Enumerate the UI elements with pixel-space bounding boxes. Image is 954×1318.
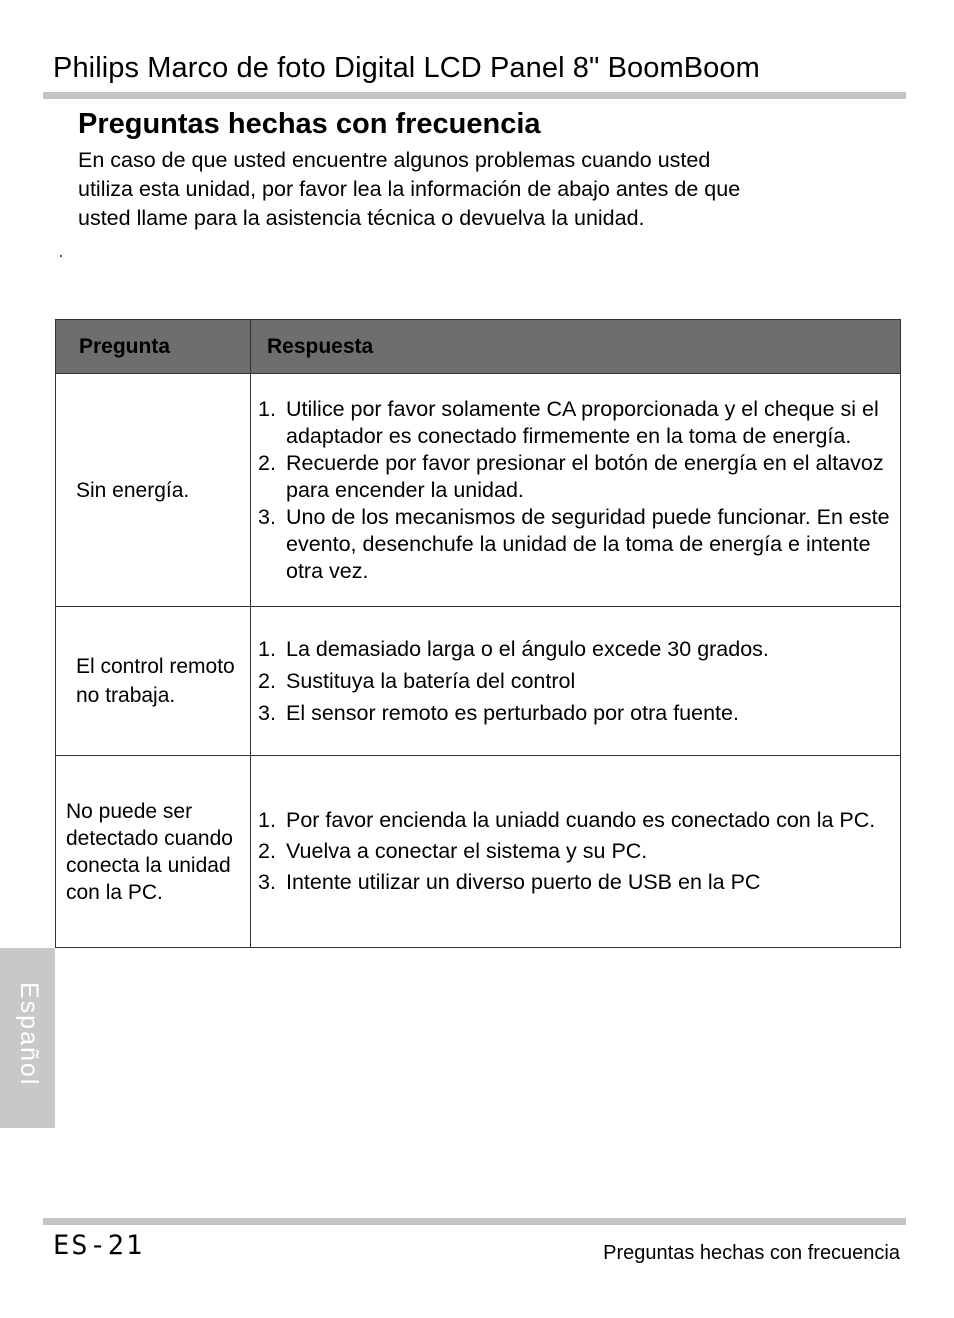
answer-text: El sensor remoto es perturbado por otra fuente. — [286, 701, 739, 725]
table-row — [56, 756, 901, 948]
answer-cell — [251, 756, 901, 948]
answer-number: 2. — [258, 450, 276, 475]
answer-item — [258, 807, 896, 834]
answer-text: Uno de los mecanismos de seguridad puede funcionar. En este evento, desenchufe la unidad de la toma de energía e intente otra vez. — [286, 504, 890, 583]
answer-text: La demasiado larga o el ángulo excede 30 grados. — [286, 637, 769, 661]
answer-text: Intente utilizar un diverso puerto de USB en la PC — [286, 870, 761, 894]
stray-dot — [60, 255, 62, 257]
section-heading: Preguntas hechas con frecuencia — [78, 108, 541, 140]
answer-number: 2. — [258, 669, 276, 693]
answer-item — [258, 633, 896, 665]
header-rule — [43, 92, 906, 99]
table-row — [56, 607, 901, 756]
answer-number: 1. — [258, 396, 276, 421]
column-header-answer: Respuesta — [251, 320, 901, 374]
answer-number: 3. — [258, 701, 276, 725]
intro-line: En caso de que usted encuentre algunos problemas cuando usted — [78, 148, 711, 172]
answer-cell — [251, 607, 901, 756]
document-title: Philips Marco de foto Digital LCD Panel 8" BoomBoom — [53, 52, 760, 84]
question-cell: Sin energía. — [56, 374, 251, 607]
intro-line: utiliza esta unidad, por favor lea la información de abajo antes de que — [78, 177, 741, 201]
intro-line: usted llame para la asistencia técnica o devuelva la unidad. — [78, 206, 645, 230]
answer-number: 2. — [258, 839, 276, 863]
answer-item — [258, 504, 896, 585]
answer-item — [258, 869, 896, 896]
answer-item — [258, 838, 896, 865]
answer-number: 3. — [258, 504, 276, 529]
footer-section-title: Preguntas hechas con frecuencia — [603, 1242, 900, 1264]
question-cell: No puede ser detectado cuando conecta la unidad con la PC. — [56, 756, 251, 948]
table-row — [56, 374, 901, 607]
question-cell: El control remoto no trabaja. — [56, 607, 251, 756]
column-header-question: Pregunta — [56, 320, 251, 374]
page-number: ES-21 — [53, 1230, 145, 1261]
answer-item — [258, 396, 896, 450]
answer-number: 1. — [258, 808, 276, 832]
footer-rule — [43, 1218, 906, 1225]
answer-text: Recuerde por favor presionar el botón de energía en el altavoz para encender la unidad. — [286, 450, 884, 502]
answer-number: 3. — [258, 870, 276, 894]
answer-cell — [251, 374, 901, 607]
faq-table — [55, 319, 901, 948]
answer-text: Por favor encienda la uniadd cuando es conectado con la PC. — [286, 808, 876, 832]
answer-text: Vuelva a conectar el sistema y su PC. — [286, 839, 648, 863]
answer-number: 1. — [258, 637, 276, 661]
answer-text: Utilice por favor solamente CA proporcionada y el cheque si el adaptador es conectado firmemente en la toma de energía. — [286, 396, 879, 448]
answer-text: Sustituya la batería del control — [286, 669, 576, 693]
answer-item — [258, 697, 896, 729]
answer-item — [258, 450, 896, 504]
intro-paragraph — [78, 146, 898, 233]
language-tab-label: Español — [15, 982, 43, 1087]
answer-item — [258, 665, 896, 697]
table-header-row — [56, 320, 901, 374]
